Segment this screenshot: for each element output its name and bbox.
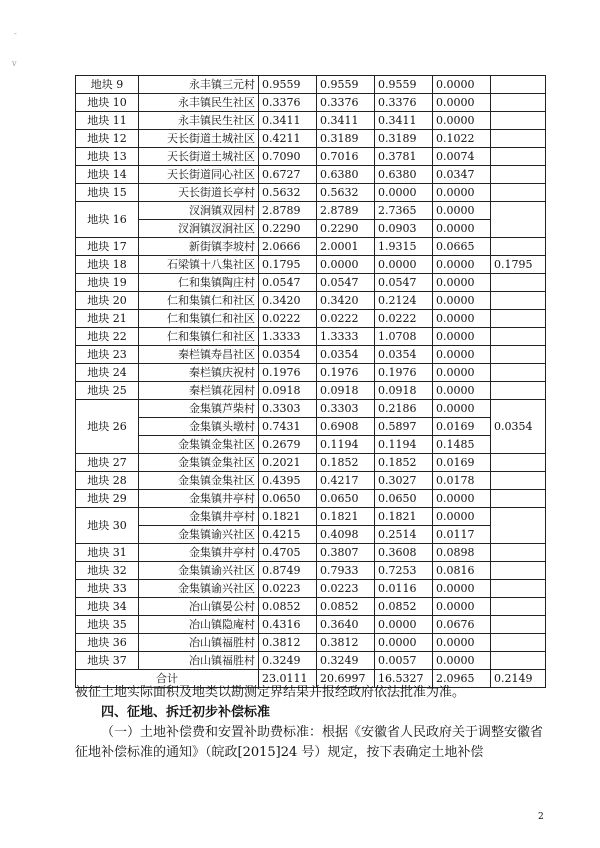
- plot-id-cell: 地块 13: [76, 148, 139, 166]
- table-row: [76, 184, 546, 202]
- table-row: [76, 292, 546, 310]
- area-cell-d: 0.0000: [433, 400, 491, 418]
- table-row: [76, 256, 546, 274]
- location-cell: 秦栏镇寿昌社区: [139, 346, 259, 364]
- location-cell: 永丰镇民生社区: [139, 94, 259, 112]
- area-cell-d: 0.0000: [433, 202, 491, 220]
- area-cell-d: 0.0347: [433, 166, 491, 184]
- area-cell-b: 0.0354: [317, 346, 375, 364]
- area-cell-e: 0.1795: [491, 256, 546, 274]
- area-cell-b: 0.3249: [317, 652, 375, 670]
- area-cell-d: 0.0000: [433, 346, 491, 364]
- area-cell-d: 0.0169: [433, 454, 491, 472]
- area-cell-e: [491, 652, 546, 670]
- plot-id-cell: 地块 31: [76, 544, 139, 562]
- area-cell-a: 0.3411: [259, 112, 317, 130]
- area-cell-a: 0.9559: [259, 76, 317, 94]
- area-cell-a: 0.3303: [259, 400, 317, 418]
- area-cell-c: 0.2186: [375, 400, 433, 418]
- area-cell-a: 0.1976: [259, 364, 317, 382]
- location-cell: 永丰镇民生社区: [139, 112, 259, 130]
- location-cell: 仁和集镇仁和社区: [139, 310, 259, 328]
- area-cell-e: [491, 562, 546, 580]
- area-cell-b: 0.0918: [317, 382, 375, 400]
- table-row: [76, 148, 546, 166]
- location-cell: 仁和集镇仁和社区: [139, 328, 259, 346]
- area-cell-a: 2.8789: [259, 202, 317, 220]
- table-row: [76, 112, 546, 130]
- plot-id-cell: 地块 19: [76, 274, 139, 292]
- location-cell: 金集镇谕兴社区: [139, 526, 259, 544]
- area-cell-d: 0.0000: [433, 364, 491, 382]
- area-cell-b: 0.6380: [317, 166, 375, 184]
- plot-id-cell: 地块 11: [76, 112, 139, 130]
- area-cell-d: 0.1022: [433, 130, 491, 148]
- area-cell-e: [491, 112, 546, 130]
- area-cell-c: 1.9315: [375, 238, 433, 256]
- compensation-paragraph: （一）土地补偿费和安置补助费标准：根据《安徽省人民政府关于调整安徽省征地补偿标准的通知》（皖政[2015]24 号）规定，按下表确定土地补偿: [75, 725, 544, 760]
- plot-id-cell: 地块 36: [76, 634, 139, 652]
- table-row: [76, 238, 546, 256]
- area-cell-d: 0.0665: [433, 238, 491, 256]
- area-cell-b: 0.0223: [317, 580, 375, 598]
- table-row: [76, 310, 546, 328]
- area-cell-e: [491, 274, 546, 292]
- area-cell-c: 0.0000: [375, 256, 433, 274]
- table-row: [76, 400, 546, 418]
- area-cell-a: 0.0223: [259, 580, 317, 598]
- table-row: [76, 634, 546, 652]
- area-cell-c: 0.0918: [375, 382, 433, 400]
- table-row: [76, 418, 546, 436]
- area-cell-b: 0.3812: [317, 634, 375, 652]
- area-cell-e: [491, 508, 546, 544]
- area-cell-e: [491, 346, 546, 364]
- location-cell: 冶山镇福胜村: [139, 634, 259, 652]
- area-cell-c: 0.9559: [375, 76, 433, 94]
- area-cell-c: 0.0057: [375, 652, 433, 670]
- location-cell: 金集镇头墩村: [139, 418, 259, 436]
- area-cell-d: 0.0000: [433, 598, 491, 616]
- area-cell-a: 0.2021: [259, 454, 317, 472]
- area-cell-b: 0.2290: [317, 220, 375, 238]
- area-cell-a: 2.0666: [259, 238, 317, 256]
- area-cell-d: 0.0000: [433, 292, 491, 310]
- location-cell: 秦栏镇花园村: [139, 382, 259, 400]
- area-cell-c: 0.3411: [375, 112, 433, 130]
- area-cell-b: 0.7933: [317, 562, 375, 580]
- table-row: [76, 490, 546, 508]
- area-cell-b: 2.8789: [317, 202, 375, 220]
- area-cell-c: 0.7253: [375, 562, 433, 580]
- area-cell-b: 0.3303: [317, 400, 375, 418]
- area-cell-e: [491, 544, 546, 562]
- area-cell-a: 0.3376: [259, 94, 317, 112]
- area-cell-e: [491, 76, 546, 94]
- area-cell-c: 0.0852: [375, 598, 433, 616]
- plot-id-cell: 地块 12: [76, 130, 139, 148]
- section-heading: 四、征地、拆迁初步补偿标准: [101, 705, 271, 720]
- table-row: [76, 382, 546, 400]
- area-cell-e: [491, 598, 546, 616]
- area-cell-a: 0.3249: [259, 652, 317, 670]
- area-cell-c: 0.1976: [375, 364, 433, 382]
- area-cell-a: 0.2290: [259, 220, 317, 238]
- area-cell-c: 2.7365: [375, 202, 433, 220]
- area-cell-a: 0.4316: [259, 616, 317, 634]
- area-cell-b: 0.3807: [317, 544, 375, 562]
- plot-id-cell: 地块 30: [76, 508, 139, 544]
- area-cell-b: 0.3411: [317, 112, 375, 130]
- area-cell-e: [491, 238, 546, 256]
- location-cell: 金集镇谕兴社区: [139, 562, 259, 580]
- location-cell: 永丰镇三元村: [139, 76, 259, 94]
- area-cell-e: [491, 292, 546, 310]
- area-cell-a: 0.1795: [259, 256, 317, 274]
- area-cell-e: [491, 130, 546, 148]
- plot-id-cell: 地块 35: [76, 616, 139, 634]
- total-cell-e: 0.2149: [491, 670, 546, 688]
- plot-id-cell: 地块 14: [76, 166, 139, 184]
- area-cell-d: 0.0117: [433, 526, 491, 544]
- page-number: 2: [538, 812, 544, 822]
- area-cell-c: 0.0903: [375, 220, 433, 238]
- location-cell: 仁和集镇仁和社区: [139, 292, 259, 310]
- table-row: [76, 652, 546, 670]
- area-cell-d: 0.0178: [433, 472, 491, 490]
- area-cell-e: [491, 328, 546, 346]
- table-row: [76, 274, 546, 292]
- area-cell-e: [491, 184, 546, 202]
- area-cell-e: [491, 94, 546, 112]
- area-cell-c: 0.3027: [375, 472, 433, 490]
- area-cell-d: 0.0898: [433, 544, 491, 562]
- area-cell-c: 0.3376: [375, 94, 433, 112]
- area-cell-a: 0.3420: [259, 292, 317, 310]
- table-row: [76, 364, 546, 382]
- area-cell-d: 0.1485: [433, 436, 491, 454]
- area-cell-c: 0.0000: [375, 616, 433, 634]
- area-cell-d: 0.0000: [433, 328, 491, 346]
- area-cell-c: 0.0000: [375, 634, 433, 652]
- table-row: [76, 580, 546, 598]
- area-cell-e: [491, 472, 546, 490]
- table-row: [76, 94, 546, 112]
- location-cell: 金集镇金集社区: [139, 454, 259, 472]
- area-cell-a: 0.4395: [259, 472, 317, 490]
- plot-id-cell: 地块 16: [76, 202, 139, 238]
- area-cell-a: 0.0852: [259, 598, 317, 616]
- table-row: [76, 202, 546, 220]
- table-row: [76, 616, 546, 634]
- area-cell-c: 0.0547: [375, 274, 433, 292]
- area-cell-d: 0.0000: [433, 94, 491, 112]
- area-cell-d: 0.0000: [433, 634, 491, 652]
- area-cell-d: 0.0000: [433, 580, 491, 598]
- land-acquisition-table: [75, 75, 546, 688]
- area-cell-e: 0.0354: [491, 400, 546, 454]
- location-cell: 金集镇井亭村: [139, 508, 259, 526]
- plot-id-cell: 地块 28: [76, 472, 139, 490]
- table-row: [76, 130, 546, 148]
- location-cell: 冶山镇隐庵村: [139, 616, 259, 634]
- plot-id-cell: 地块 10: [76, 94, 139, 112]
- location-cell: 汊涧镇双园村: [139, 202, 259, 220]
- plot-id-cell: 地块 29: [76, 490, 139, 508]
- location-cell: 汊涧镇汊涧社区: [139, 220, 259, 238]
- area-cell-b: 0.1852: [317, 454, 375, 472]
- area-cell-a: 0.1821: [259, 508, 317, 526]
- area-cell-b: 0.0650: [317, 490, 375, 508]
- area-cell-c: 0.6380: [375, 166, 433, 184]
- area-cell-c: 1.0708: [375, 328, 433, 346]
- table-row: [76, 220, 546, 238]
- total-cell-d: 2.0965: [433, 670, 491, 688]
- location-cell: 金集镇井亭村: [139, 544, 259, 562]
- table-row: [76, 598, 546, 616]
- area-cell-b: 0.5632: [317, 184, 375, 202]
- area-cell-d: 0.0000: [433, 274, 491, 292]
- total-cell-a: 23.0111: [259, 670, 317, 688]
- area-cell-a: 0.7090: [259, 148, 317, 166]
- table-row: [76, 472, 546, 490]
- location-cell: 金集镇金集社区: [139, 472, 259, 490]
- table-row: [76, 526, 546, 544]
- table-row: [76, 76, 546, 94]
- area-cell-d: 0.0074: [433, 148, 491, 166]
- area-cell-d: 0.0000: [433, 256, 491, 274]
- area-cell-a: 0.8749: [259, 562, 317, 580]
- area-cell-c: 0.5897: [375, 418, 433, 436]
- area-cell-c: 0.3189: [375, 130, 433, 148]
- area-cell-b: 0.1976: [317, 364, 375, 382]
- area-cell-e: [491, 382, 546, 400]
- margin-mark-top: -: [14, 29, 17, 38]
- area-cell-d: 0.0000: [433, 652, 491, 670]
- area-cell-d: 0.0816: [433, 562, 491, 580]
- location-cell: 天长街道土城社区: [139, 130, 259, 148]
- area-cell-a: 0.0547: [259, 274, 317, 292]
- area-cell-b: 0.4217: [317, 472, 375, 490]
- plot-id-cell: 地块 18: [76, 256, 139, 274]
- area-cell-c: 0.0116: [375, 580, 433, 598]
- area-cell-a: 0.4215: [259, 526, 317, 544]
- plot-id-cell: 地块 33: [76, 580, 139, 598]
- total-cell-c: 16.5327: [375, 670, 433, 688]
- location-cell: 新街镇李坡村: [139, 238, 259, 256]
- area-cell-c: 0.0650: [375, 490, 433, 508]
- area-cell-a: 0.0222: [259, 310, 317, 328]
- plot-id-cell: 地块 9: [76, 76, 139, 94]
- table-row: [76, 328, 546, 346]
- location-cell: 仁和集镇陶庄村: [139, 274, 259, 292]
- table-row: [76, 544, 546, 562]
- area-cell-a: 0.0650: [259, 490, 317, 508]
- area-cell-d: 0.0000: [433, 490, 491, 508]
- area-cell-b: 0.1821: [317, 508, 375, 526]
- location-cell: 金集镇芦柴村: [139, 400, 259, 418]
- plot-id-cell: 地块 15: [76, 184, 139, 202]
- plot-id-cell: 地块 37: [76, 652, 139, 670]
- plot-id-cell: 地块 32: [76, 562, 139, 580]
- area-cell-c: 0.0000: [375, 184, 433, 202]
- area-note: 被征土地实际面积及地类以勘测定界结果并报经政府依法批准为准。: [75, 685, 466, 700]
- area-cell-b: 0.7016: [317, 148, 375, 166]
- plot-id-cell: 地块 17: [76, 238, 139, 256]
- area-cell-e: [491, 634, 546, 652]
- area-cell-c: 0.0354: [375, 346, 433, 364]
- area-cell-d: 0.0000: [433, 220, 491, 238]
- location-cell: 金集镇井亭村: [139, 490, 259, 508]
- area-cell-a: 0.7431: [259, 418, 317, 436]
- area-cell-c: 0.0222: [375, 310, 433, 328]
- area-cell-b: 2.0001: [317, 238, 375, 256]
- area-cell-b: 0.0222: [317, 310, 375, 328]
- area-cell-b: 0.3189: [317, 130, 375, 148]
- plot-id-cell: 地块 27: [76, 454, 139, 472]
- area-cell-c: 0.2514: [375, 526, 433, 544]
- area-cell-d: 0.0000: [433, 184, 491, 202]
- area-cell-e: [491, 364, 546, 382]
- area-cell-b: 0.4098: [317, 526, 375, 544]
- area-cell-e: [491, 580, 546, 598]
- total-label-cell: 合计: [76, 670, 259, 688]
- area-cell-b: 0.3420: [317, 292, 375, 310]
- table-row: [76, 562, 546, 580]
- area-cell-a: 0.4211: [259, 130, 317, 148]
- plot-id-cell: 地块 34: [76, 598, 139, 616]
- location-cell: 天长街道长亭村: [139, 184, 259, 202]
- plot-id-cell: 地块 23: [76, 346, 139, 364]
- location-cell: 金集镇金集社区: [139, 436, 259, 454]
- location-cell: 冶山镇福胜村: [139, 652, 259, 670]
- area-cell-b: 0.3640: [317, 616, 375, 634]
- location-cell: 天长街道同心社区: [139, 166, 259, 184]
- area-cell-a: 0.6727: [259, 166, 317, 184]
- location-cell: 金集镇谕兴社区: [139, 580, 259, 598]
- area-cell-c: 0.3608: [375, 544, 433, 562]
- area-cell-a: 0.0918: [259, 382, 317, 400]
- area-cell-c: 0.1821: [375, 508, 433, 526]
- area-cell-b: 0.9559: [317, 76, 375, 94]
- area-cell-a: 0.2679: [259, 436, 317, 454]
- area-cell-d: 0.0000: [433, 508, 491, 526]
- area-cell-b: 0.0547: [317, 274, 375, 292]
- area-cell-c: 0.1194: [375, 436, 433, 454]
- location-cell: 秦栏镇庆祝村: [139, 364, 259, 382]
- area-cell-a: 0.0354: [259, 346, 317, 364]
- table-row: [76, 454, 546, 472]
- area-cell-d: 0.0000: [433, 310, 491, 328]
- area-cell-a: 0.4705: [259, 544, 317, 562]
- area-cell-e: [491, 166, 546, 184]
- area-cell-e: [491, 616, 546, 634]
- location-cell: 冶山镇晏公村: [139, 598, 259, 616]
- area-cell-b: 0.0000: [317, 256, 375, 274]
- table-row: [76, 346, 546, 364]
- area-cell-e: [491, 148, 546, 166]
- plot-id-cell: 地块 24: [76, 364, 139, 382]
- area-cell-e: [491, 202, 546, 238]
- area-cell-c: 0.1852: [375, 454, 433, 472]
- area-cell-d: 0.0000: [433, 382, 491, 400]
- plot-id-cell: 地块 22: [76, 328, 139, 346]
- location-cell: 天长街道土城社区: [139, 148, 259, 166]
- area-cell-b: 0.3376: [317, 94, 375, 112]
- area-cell-d: 0.0000: [433, 76, 491, 94]
- plot-id-cell: 地块 25: [76, 382, 139, 400]
- table-row: [76, 508, 546, 526]
- area-cell-a: 0.5632: [259, 184, 317, 202]
- area-cell-d: 0.0000: [433, 112, 491, 130]
- area-cell-a: 1.3333: [259, 328, 317, 346]
- total-cell-b: 20.6997: [317, 670, 375, 688]
- area-cell-c: 0.2124: [375, 292, 433, 310]
- area-cell-e: [491, 310, 546, 328]
- area-cell-d: 0.0169: [433, 418, 491, 436]
- area-cell-d: 0.0676: [433, 616, 491, 634]
- plot-id-cell: 地块 26: [76, 400, 139, 454]
- plot-id-cell: 地块 21: [76, 310, 139, 328]
- area-cell-b: 0.1194: [317, 436, 375, 454]
- area-cell-b: 0.6908: [317, 418, 375, 436]
- area-cell-e: [491, 454, 546, 472]
- table-row: [76, 436, 546, 454]
- area-cell-e: [491, 490, 546, 508]
- area-cell-b: 1.3333: [317, 328, 375, 346]
- area-cell-b: 0.0852: [317, 598, 375, 616]
- area-cell-a: 0.3812: [259, 634, 317, 652]
- margin-mark-bottom: v: [12, 59, 17, 68]
- location-cell: 石梁镇十八集社区: [139, 256, 259, 274]
- plot-id-cell: 地块 20: [76, 292, 139, 310]
- table-row: [76, 166, 546, 184]
- area-cell-c: 0.3781: [375, 148, 433, 166]
